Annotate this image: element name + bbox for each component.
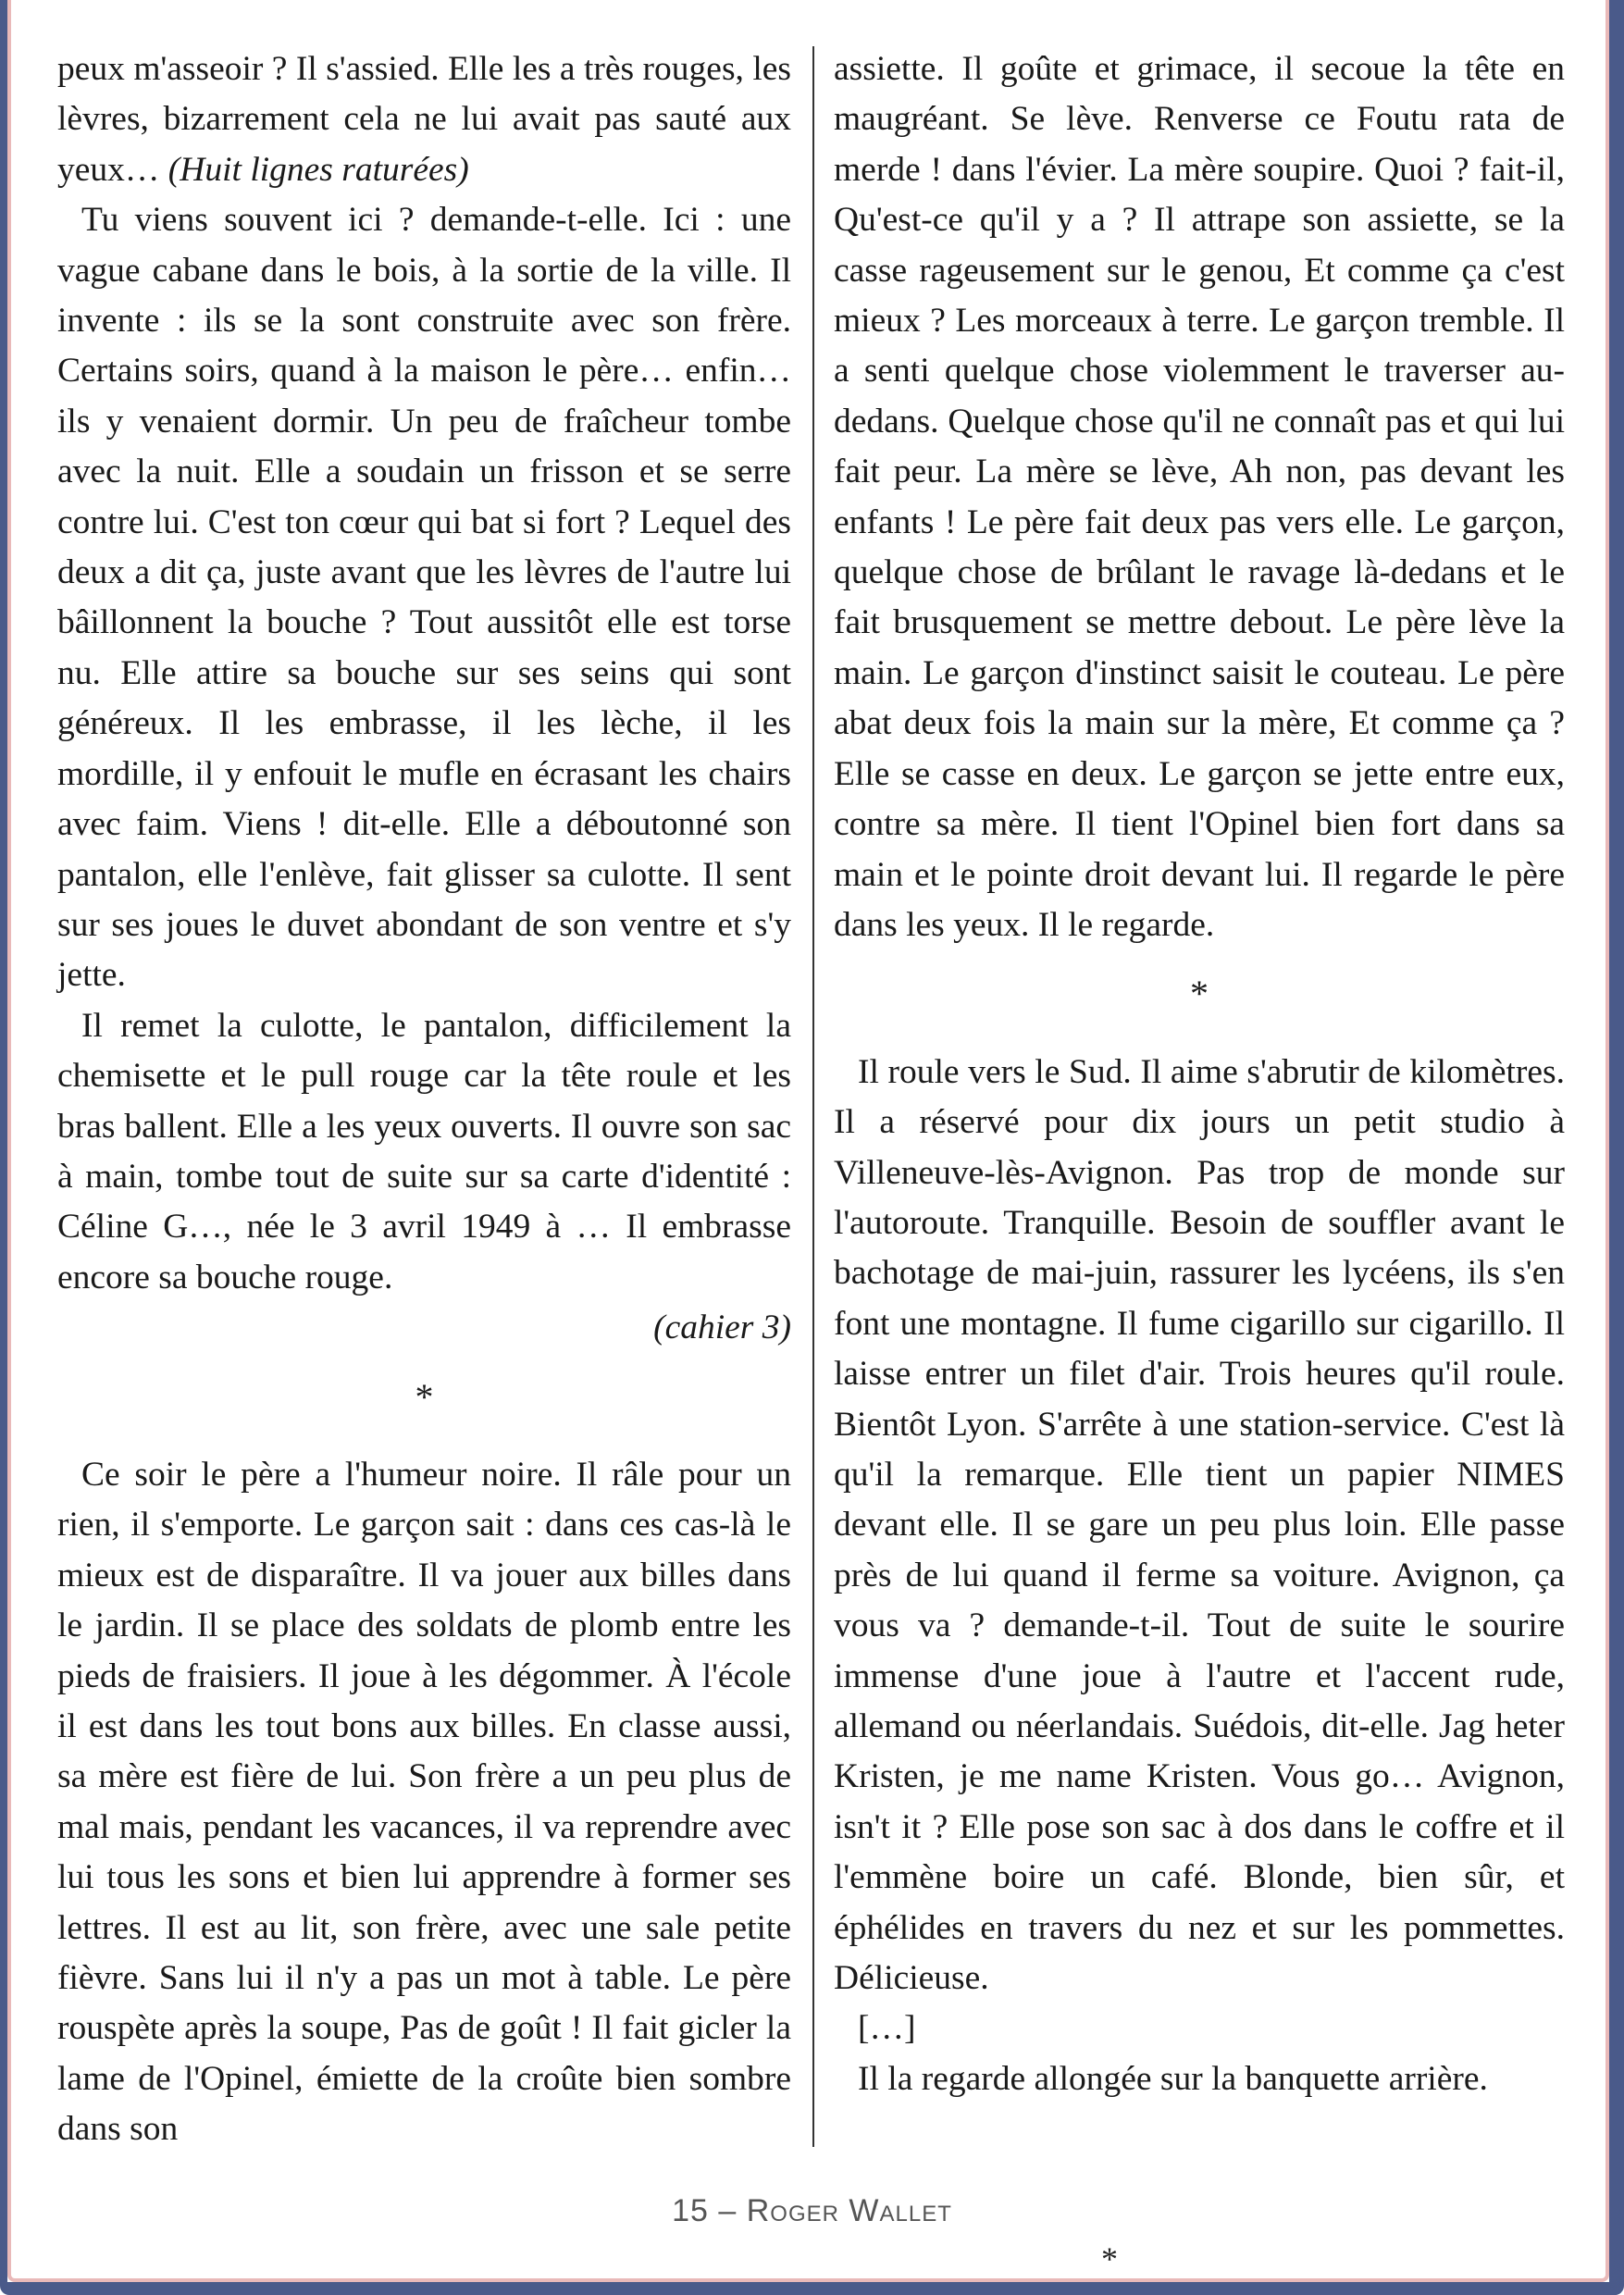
editorial-note: (Huit lignes raturées): [167, 150, 469, 189]
paragraph: Tu viens souvent ici ? demande-t-elle. Ici : une vague cabane dans le bois, à la sortie de la ville. Il invente : ils se la sont construite avec son frère. Certains soirs, quand à la maison le père… enfin… ils y venaient dormir. Un peu de fraîcheur tombe avec la nuit. Elle a soudain un frisson et se serre contre lui. C'est ton cœur qui bat si fort ? Lequel des deux a dit ça, juste avant que les lèvres de l'autre lui bâillonnent la bouche ? Tout aussitôt elle est torse nu. Elle attire sa bouche sur ses seins qui sont généreux. Il les embrasse, il les lèche, il les mordille, il y enfouit le mufle en écrasant les chairs avec faim. Viens ! dit-elle. Elle a déboutonné son pantalon, elle l'enlève, fait glisser sa culotte. Il sent sur ses joues le duvet abondant de son ventre et s'y jette.: [57, 201, 791, 995]
source-note: (cahier 3): [653, 1309, 791, 1347]
page-footer: [0, 2193, 1624, 2229]
right-column: [834, 44, 1565, 2104]
paragraph: [57, 44, 791, 195]
paragraph: Il roule vers le Sud. Il aime s'abrutir de kilomètres. Il a réservé pour dix jours un petit studio à Villeneuve-lès-Avignon. Pas trop de monde sur l'autoroute. Tranquille. Besoin de souffler avant le bachotage de mai-juin, rassurer les lycéens, ils s'en font une montagne. Il fume cigarillo sur cigarillo. Il laisse entrer un filet d'air. Trois heures qu'il roule. Bientôt Lyon. S'arrête à une station-service. C'est là qu'il la remarque. Elle tient un papier NIMES devant elle. Il se gare un peu plus loin. Elle passe près de lui quand il ferme sa voiture. Avignon, ça vous va ? demande-t-il. Tout de suite le sourire immense d'une joue à l'autre et l'accent rude, allemand ou néerlandais. Suédois, dit-elle. Jag heter Kristen, je me name Kristen. Vous go… Avignon, isn't it ? Elle pose son sac à dos dans le coffre et il l'emmène boire un café. Blonde, bien sûr, et éphélides en travers du nez et sur les pommettes. Délicieuse.: [834, 1052, 1565, 1998]
column-divider: [812, 46, 814, 2147]
paragraph: Il la regarde allongée sur la banquette arrière.: [858, 2059, 1488, 2098]
paragraph: assiette. Il goûte et grimace, il secoue la tête en maugréant. Se lève. Renverse ce Foutu rata de merde ! dans l'évier. La mère soupire. Quoi ? fait-il, Qu'est-ce qu'il y a ? Il attrape son assiette, se la casse rageusement sur le genou, Et comme ça c'est mieux ? Les morceaux à terre. Le garçon tremble. Il a senti quelque chose violemment le traverser au-dedans. Quelque chose qu'il ne connaît pas et qui lui fait peur. La mère se lève, Ah non, pas devant les enfants ! Le père fait deux pas vers elle. Le garçon, quelque chose de brûlant le ravage là-dedans et le fait brusquement se mettre debout. Le père lève la main. Le garçon d'instinct saisit le couteau. Le père abat deux fois la main sur la mère, Et comme ça ? Elle se casse en deux. Le garçon se jette entre eux, contre sa mère. Il tient l'Opinel bien fort dans sa main et le pointe droit devant lui. Il regarde le père dans les yeux. Il le regarde.: [834, 50, 1565, 944]
bottom-mark: *: [1101, 2240, 1118, 2277]
footer-dash: –: [708, 2193, 747, 2228]
author-name: Roger Wallet: [746, 2193, 952, 2228]
paragraph: Ce soir le père a l'humeur noire. Il râle pour un rien, il s'emporte. Le garçon sait : dans ces cas-là le mieux est de disparaître. Il va jouer aux billes dans le jardin. Il se place des soldats de plomb entre les pieds de fraisiers. Il joue à les dégommer. À l'école il est dans les tout bons aux billes. En classe aussi, sa mère est fière de lui. Son frère a un peu plus de mal mais, pendant les vacances, il va reprendre avec lui tous les sons et bien lui apprendre à former ses lettres. Il est au lit, son frère, avec une sale petite fièvre. Sans lui il n'y a pas un mot à table. Le père rouspète après la soupe, Pas de goût ! Il fait gicler la lame de l'Opinel, émiette de la croûte bien sombre dans son: [57, 1455, 791, 2149]
paragraph: Il remet la culotte, le pantalon, difficilement la chemisette et le pull rouge car la tête roule et les bras ballent. Elle a les yeux ouverts. Il ouvre son sac à main, tombe tout de suite sur sa carte d'identité : Céline G…, née le 3 avril 1949 à … Il embrasse encore sa bouche rouge.: [57, 1006, 791, 1296]
page-number: 15: [672, 2193, 709, 2228]
section-separator: *: [415, 1375, 434, 1418]
paragraph: […]: [858, 2009, 916, 2048]
section-separator: *: [1190, 973, 1209, 1015]
paragraph-text: peux m'asseoir ? Il s'assied. Elle les a très rouges, les lèvres, bizarrement cela ne lui avait pas sauté aux yeux…: [57, 50, 791, 189]
left-column: [57, 44, 791, 2155]
